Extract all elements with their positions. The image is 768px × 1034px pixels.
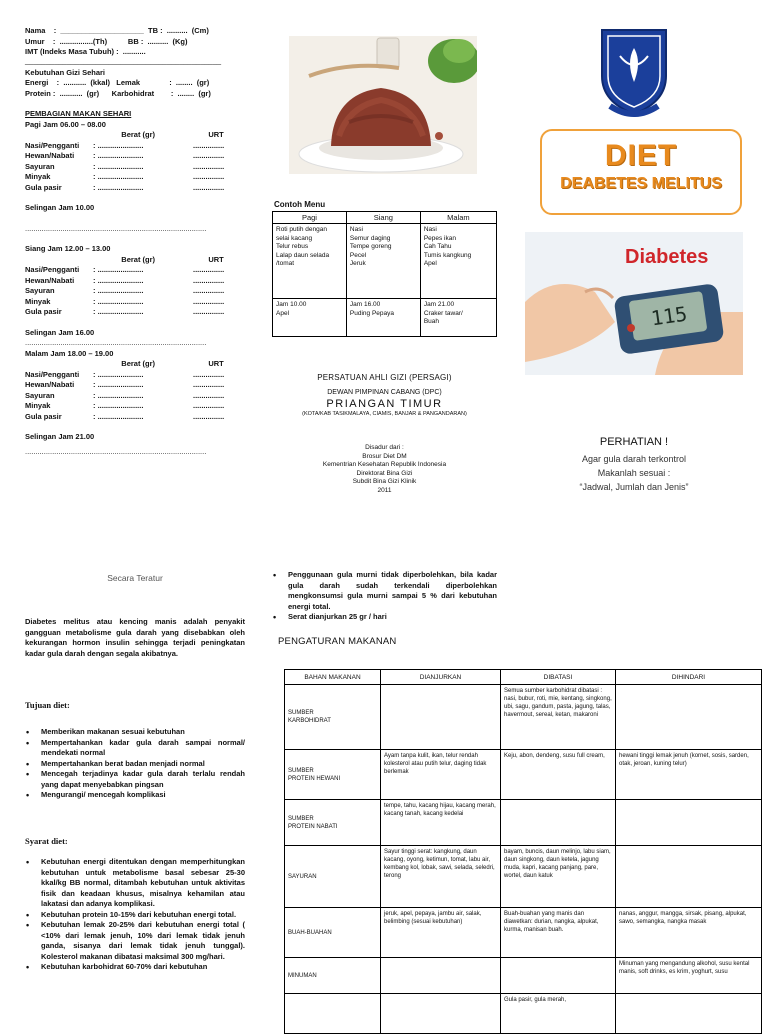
- meal-row: [25, 172, 255, 183]
- table-cell: tempe, tahu, kacang hijau, kacang merah, kacang tanah, kacang kedelai: [381, 800, 501, 846]
- meal-row: [25, 370, 255, 381]
- table-header: DIHINDARI: [616, 670, 762, 685]
- table-row: [285, 846, 762, 908]
- diabetes-label: Diabetes: [625, 246, 709, 268]
- table-cell: hewani tinggi lemak jenuh (kornet, sosis, sarden, otak, jeroan, kuning telur): [616, 750, 762, 800]
- table-cell: [285, 994, 381, 1034]
- diet-form: [25, 26, 255, 457]
- diet-subtitle: DEABETES MELITUS: [560, 175, 722, 192]
- table-cell: [616, 846, 762, 908]
- meal-item-label: Gula pasir: [25, 182, 62, 192]
- org-region: PRIANGAN TIMUR: [326, 398, 443, 410]
- meal-urt-field: ...............: [193, 390, 225, 400]
- list-item: • Mempertahankan kadar gula darah sampai normal/ mendekati normal: [25, 738, 245, 759]
- meal-urt-field: ...............: [193, 161, 225, 171]
- list-item: • Serat dianjurkan 25 gr / hari: [272, 612, 497, 623]
- org-block: [272, 372, 497, 418]
- menu-header-malam: Malam: [420, 212, 496, 224]
- list-item: • Mempertahankan berat badan menjadi normal: [25, 759, 245, 770]
- meal-row: [25, 401, 255, 412]
- rice-illustration: [289, 36, 477, 174]
- meal-row: [25, 297, 255, 308]
- table-row: [285, 750, 762, 800]
- table-cell: Ayam tanpa kulit, ikan, telur rendah kolesterol atau putih telur, daging tidak berlemak: [381, 750, 501, 800]
- menu-cell: Nasi Semur daging Tempe goreng Pecel Jeruk: [346, 224, 420, 299]
- table-cell: BUAH-BUAHAN: [285, 908, 381, 958]
- meal-urt-field: ...............: [193, 140, 225, 150]
- secara-teratur: Secara Teratur: [107, 573, 163, 583]
- meal-item-label: Sayuran: [25, 390, 55, 400]
- menu-table: [272, 211, 497, 337]
- meal-head: Berat (gr) URT: [121, 359, 224, 368]
- table-cell: SAYURAN: [285, 846, 381, 908]
- tujuan-title: Tujuan diet:: [25, 700, 70, 710]
- meal-item-label: Hewan/Nabati: [25, 380, 75, 389]
- pembagian-title: PEMBAGIAN MAKAN SEHARI: [25, 109, 132, 118]
- meal-row: [25, 265, 255, 276]
- meal-row: [25, 183, 255, 194]
- form-imt-line: IMT (Indeks Masa Tubuh) : ...........: [25, 47, 146, 56]
- menu-header-siang: Siang: [346, 212, 420, 224]
- meal-urt-field: ...............: [193, 307, 225, 316]
- table-row: [285, 958, 762, 994]
- meal-row: [25, 276, 255, 287]
- list-item: • Kebutuhan energi ditentukan dengan memperhitungkan kebutuhan untuk metabolisme basal sebesar 25-30 kkal/kg BB normal, ditambah kebutuhan untuk aktivitas fisik dan keadaan khusus, misalnya kehamilan atau lakatasi dan adanya komplikasi.: [25, 857, 245, 910]
- meal-berat-field: : ......................: [93, 172, 144, 181]
- syarat-list: [25, 857, 245, 973]
- table-cell: jeruk, apel, pepaya, jambu air, salak, belimbing (sesuai kebutuhan): [381, 908, 501, 958]
- persagi-logo: [596, 26, 672, 120]
- meal-row: [25, 151, 255, 162]
- table-cell: MINUMAN: [285, 958, 381, 994]
- food-table: [284, 669, 762, 1034]
- list-item: • Memberikan makanan sesuai kebutuhan: [25, 727, 245, 738]
- table-cell: [501, 958, 616, 994]
- meal-row: [25, 380, 255, 391]
- meal-row: [25, 286, 255, 297]
- perhatian-line-3: “Jadwal, Jumlah dan Jenis”: [579, 482, 689, 492]
- logo-emblem-icon: [596, 26, 672, 120]
- meal-berat-field: : ......................: [93, 275, 144, 285]
- table-row: [285, 800, 762, 846]
- selingan-2: Selingan Jam 16.00: [25, 327, 95, 337]
- meal-berat-field: : ......................: [93, 411, 144, 421]
- meal-berat-field: : ......................: [93, 265, 144, 274]
- meal-block-malam: [25, 370, 255, 423]
- food-table-body: [285, 685, 762, 1034]
- meal-urt-field: ...............: [193, 275, 225, 285]
- table-cell: Semua sumber karbohidrat dibatasi : nasi, bubur, roti, mie, kentang, singkong, ubi, sagu, gandum, pasta, jagung, talas, havermout, sereal, ketan, makaroni: [501, 685, 616, 750]
- meal-berat-field: : ......................: [93, 390, 144, 400]
- intro-paragraph: Diabetes melitus atau kencing manis adalah penyakit gangguan metabolisme gula darah yang disebabkan oleh kekurangan hormon insulin sehingga terjadi peningkatan kadar gula darah dengan segala akibatnya.: [25, 617, 245, 658]
- perhatian-block: [525, 434, 743, 494]
- source-block: Disadur dari : Brosur Diet DM Kementrian Kesehatan Republik Indonesia Direktorat Bina Gizi Subdit Bina Gizi Klinik 2011: [322, 444, 447, 494]
- table-cell: Minuman yang mengandung alkohol, susu kental manis, soft drinks, es krim, yoghurt, susu: [616, 958, 762, 994]
- rice-photo: [289, 36, 477, 174]
- table-cell: [501, 800, 616, 846]
- table-cell: SUMBER KARBOHIDRAT: [285, 685, 381, 750]
- diet-word: DIET: [604, 139, 678, 172]
- form-age-line: Umur : ................(Th) BB : .......... (Kg): [25, 36, 188, 46]
- dots-line: .......................................................................................: [25, 338, 207, 347]
- meal-urt-field: ...............: [193, 411, 225, 421]
- table-row: [285, 685, 762, 750]
- menu-cell: Roti putih dengan selai kacang Telur rebus Lalap daun selada /tomat: [273, 224, 347, 299]
- table-cell: [381, 994, 501, 1034]
- table-cell: bayam, buncis, daun melinjo, labu siam, daun singkong, daun ketela, jagung muda, kapri, kacang panjang, pare, wortel, daun katuk: [501, 846, 616, 908]
- table-cell: Keju, abon, dendeng, susu full cream,: [501, 750, 616, 800]
- meal-item-label: Gula pasir: [25, 411, 62, 421]
- meal-urt-field: ...............: [193, 265, 225, 274]
- meal-head: Berat (gr) URT: [121, 130, 224, 139]
- org-areas: (KOTA/KAB TASIKMALAYA, CIAMIS, BANJAR & PANGANDARAN): [302, 411, 467, 417]
- table-row: [285, 994, 762, 1034]
- meal-berat-field: : ......................: [93, 307, 144, 316]
- table-cell: Buah-buahan yang manis dan diawetkan: durian, nangka, alpukat, kurma, manisan buah.: [501, 908, 616, 958]
- meal-item-label: Minyak: [25, 401, 51, 410]
- list-item: • Penggunaan gula murni tidak diperbolehkan, bila kadar gula darah sudah terkendali diperbolehkan mengkonsumsi gula murni sampai 5 % dari kebutuhan energi total.: [272, 570, 497, 612]
- org-council: DEWAN PIMPINAN CABANG (DPC): [327, 389, 442, 396]
- syarat-title: Syarat diet:: [25, 836, 68, 846]
- tujuan-list: [25, 727, 245, 801]
- menu-title: Contoh Menu: [274, 200, 326, 209]
- meal-berat-field: : ......................: [93, 369, 144, 379]
- meal-urt-field: ...............: [193, 380, 225, 389]
- meal-item-label: Sayuran: [25, 286, 55, 295]
- table-cell: nanas, anggur, mangga, sirsak, pisang, alpukat, sawo, semangka, nangka masak: [616, 908, 762, 958]
- meal-item-label: Nasi/Pengganti: [25, 369, 80, 379]
- meal-head: Berat (gr) URT: [121, 254, 224, 264]
- list-item: • Mencegah terjadinya kadar gula darah terlalu rendah yang dapat menyebabkan pingsan: [25, 769, 245, 790]
- table-cell: Sayur tinggi serat: kangkung, daun kacang, oyong, ketimun, tomat, labu air, kembang kol, lobak, sawi, selada, seledri, terong: [381, 846, 501, 908]
- meter-reading: 115: [649, 301, 689, 331]
- list-item: • Kebutuhan protein 10-15% dari kebutuhan energi total.: [25, 910, 245, 921]
- meal-berat-field: : ......................: [93, 401, 144, 410]
- selingan-3: Selingan Jam 21.00: [25, 432, 95, 441]
- meal-berat-field: : ......................: [93, 151, 144, 160]
- meal-row: [25, 141, 255, 152]
- meal-row: [25, 412, 255, 423]
- meal-row: [25, 162, 255, 173]
- meal-item-label: Nasi/Pengganti: [25, 265, 80, 274]
- selingan-1: Selingan Jam 10.00: [25, 203, 95, 212]
- meal-urt-field: ...............: [193, 151, 225, 160]
- table-cell: [381, 958, 501, 994]
- meal-urt-field: ...............: [193, 182, 225, 192]
- perhatian-line-2: Makanlah sesuai :: [597, 468, 671, 478]
- notes-list: [272, 570, 497, 623]
- menu-header-pagi: Pagi: [273, 212, 347, 224]
- pagi-title: Pagi Jam 06.00 – 08.00: [25, 119, 106, 129]
- meal-urt-field: ...............: [193, 369, 225, 379]
- meal-berat-field: : ......................: [93, 140, 144, 150]
- table-cell: [616, 994, 762, 1034]
- meal-berat-field: : ......................: [93, 286, 144, 295]
- form-name-line: Nama : ____________________ TB : .......... (Cm): [25, 26, 209, 35]
- kebutuhan-title: Kebutuhan Gizi Sehari: [25, 67, 106, 77]
- pengaturan-title: PENGATURAN MAKANAN: [278, 636, 397, 647]
- menu-cell: Jam 10.00 Apel: [273, 299, 347, 337]
- malam-title: Malam Jam 18.00 – 19.00: [25, 348, 114, 358]
- meal-item-label: Hewan/Nabati: [25, 151, 75, 160]
- meal-item-label: Nasi/Pengganti: [25, 140, 80, 150]
- meal-block-pagi: [25, 141, 255, 194]
- list-item: • Kebutuhan karbohidrat 60-70% dari kebutuhan: [25, 962, 245, 973]
- menu-cell: Nasi Pepes ikan Cah Tahu Tumis kangkung Apel: [420, 224, 496, 299]
- table-row: [285, 908, 762, 958]
- perhatian-title: PERHATIAN !: [599, 436, 669, 448]
- dots-line: .......................................................................................: [25, 446, 207, 456]
- energi-line: Energi : ........... (kkal) Lemak : ........ (gr): [25, 78, 210, 87]
- meal-urt-field: ...............: [193, 286, 225, 295]
- table-cell: [616, 685, 762, 750]
- meal-urt-field: ...............: [193, 172, 225, 181]
- meal-berat-field: : ......................: [93, 182, 144, 192]
- meal-item-label: Minyak: [25, 172, 51, 181]
- meal-urt-field: ...............: [193, 401, 225, 410]
- meal-item-label: Minyak: [25, 296, 51, 306]
- siang-title: Siang Jam 12.00 – 13.00: [25, 244, 111, 253]
- meal-item-label: Sayuran: [25, 161, 55, 171]
- meal-row: [25, 391, 255, 402]
- perhatian-line-1: Agar gula darah terkontrol: [581, 454, 687, 464]
- table-header: DIBATASI: [501, 670, 616, 685]
- table-cell: SUMBER PROTEIN NABATI: [285, 800, 381, 846]
- menu-cell: Jam 16.00 Puding Pepaya: [346, 299, 420, 337]
- form-separator: _______________________________________________: [25, 55, 222, 65]
- meal-urt-field: ...............: [193, 296, 225, 306]
- meal-block-siang: [25, 265, 255, 318]
- protein-line: Protein : ........... (gr) Karbohidrat : ........ (gr): [25, 88, 211, 98]
- table-cell: [616, 800, 762, 846]
- table-header: DIANJURKAN: [381, 670, 501, 685]
- table-cell: Gula pasir, gula merah,: [501, 994, 616, 1034]
- meal-item-label: Gula pasir: [25, 307, 62, 316]
- menu-cell: Jam 21.00 Craker tawar/ Buah: [420, 299, 496, 337]
- list-item: • Kebutuhan lemak 20-25% dari kebutuhan energi total ( <10% dari lemak jenuh, 10% dari lemak tidak jenuh ganda, sisanya dari lemak tidak jenuh tunggal). Kolesterol makanan dibatasi maksimal 300 mg/hari.: [25, 920, 245, 962]
- table-header: BAHAN MAKANAN: [285, 670, 381, 685]
- dots-line: .......................................................................................: [25, 223, 207, 233]
- meal-row: [25, 307, 255, 318]
- diet-title-box: [540, 129, 742, 215]
- table-cell: [381, 685, 501, 750]
- meal-berat-field: : ......................: [93, 161, 144, 171]
- meal-berat-field: : ......................: [93, 296, 144, 306]
- list-item: • Mengurangi/ mencegah komplikasi: [25, 790, 245, 801]
- table-cell: SUMBER PROTEIN HEWANI: [285, 750, 381, 800]
- meal-berat-field: : ......................: [93, 380, 144, 389]
- meal-item-label: Hewan/Nabati: [25, 275, 75, 285]
- org-name: PERSATUAN AHLI GIZI (PERSAGI): [317, 373, 452, 382]
- diabetes-photo: [525, 232, 743, 375]
